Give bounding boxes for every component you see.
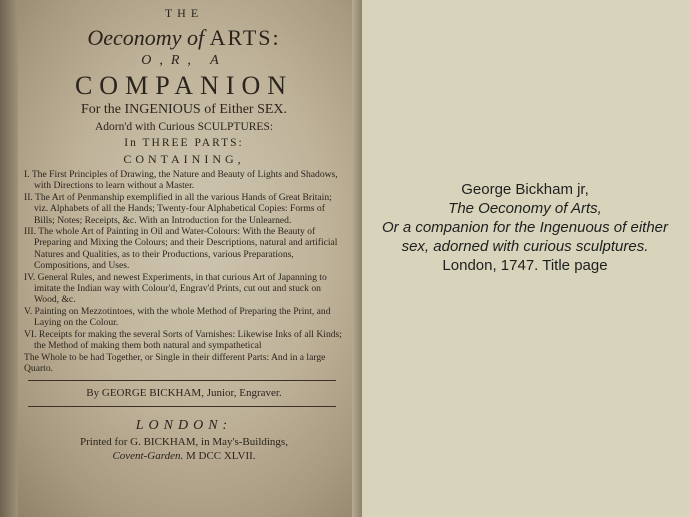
- title-page-containing: CONTAINING,: [123, 152, 245, 166]
- title-page-part: IV. General Rules, and newest Experiments, in that curious Art of Japanning to imitate the Indian way with Colour'd, Engrav'd Prints, cut out and stuck on Wood, &c.: [24, 271, 327, 306]
- title-page-companion: COMPANION: [74, 71, 294, 100]
- title-page-three-parts: In THREE PARTS:: [124, 137, 244, 149]
- title-page-title-caps: ARTS:: [209, 25, 281, 50]
- title-page-for-line: For the INGENIOUS of Either SEX.: [80, 102, 288, 117]
- title-page-adorned-line: Adorn'd with Curious SCULPTURES:: [94, 121, 274, 133]
- title-page-part: I. The First Principles of Drawing, the Nature and Beauty of Lights and Shadows, with Directions to learn without a Master.: [24, 169, 338, 192]
- title-page-part: II. The Art of Penmanship exemplified in all the various Hands of Great Britain; viz. Alphabets of all the Hands; Twenty-four Alphabetical Copies: Forms of Bills; Notes; Receipts, &c. With an Introduction for the Unlearned.: [24, 191, 332, 226]
- title-page-author: By GEORGE BICKHAM, Junior, Engraver.: [86, 387, 282, 400]
- title-page-london: LONDON:: [135, 418, 233, 434]
- title-page-the: THE: [164, 6, 204, 20]
- title-page-part: VI. Receipts for making the several Sorts of Varnishes: Likewise Inks of all Kinds; the Method of making them both natural and sympathetical: [24, 328, 342, 352]
- caption-imprint: London, 1747. Title page: [442, 257, 608, 274]
- title-page-year: M DCC XLVII.: [185, 450, 256, 463]
- title-page-place: Covent-Garden.: [112, 450, 184, 463]
- title-page-part: III. The whole Art of Painting in Oil and Water-Colours: With the Beauty of Preparing and Mixing the Colours; and their Descriptions, natural and artificial Natures and Qualities, as to their Productions, various Preparations, Compositions, and Uses.: [24, 226, 338, 272]
- caption-author: George Bickham jr,: [461, 181, 589, 198]
- title-page-rule: [28, 380, 336, 381]
- title-page-part: V. Painting on Mezzotintoes, with the whole Method of Preparing the Print, and Laying on the Colour.: [24, 305, 331, 329]
- title-page-main-title: [24, 25, 344, 51]
- title-page-rule: [28, 406, 336, 407]
- title-page-title-lead: Oeconomy of: [87, 25, 205, 50]
- title-page-whole-line: The Whole to be had Together, or Single in their different Parts: And in a large Quarto.: [24, 351, 326, 374]
- title-page-printed-for: Printed for G. BICKHAM, in May's-Buildings,: [80, 436, 288, 449]
- caption: [372, 180, 678, 275]
- title-page-parts-list: [24, 169, 344, 352]
- caption-subtitle: Or a companion for the Ingenuous of either sex, adorned with curious sculptures.: [381, 219, 668, 255]
- caption-title: The Oeconomy of Arts,: [448, 200, 602, 217]
- title-page-or: O,R, A: [141, 53, 227, 68]
- title-page-text: [24, 6, 344, 463]
- title-page-imprint: [24, 449, 344, 463]
